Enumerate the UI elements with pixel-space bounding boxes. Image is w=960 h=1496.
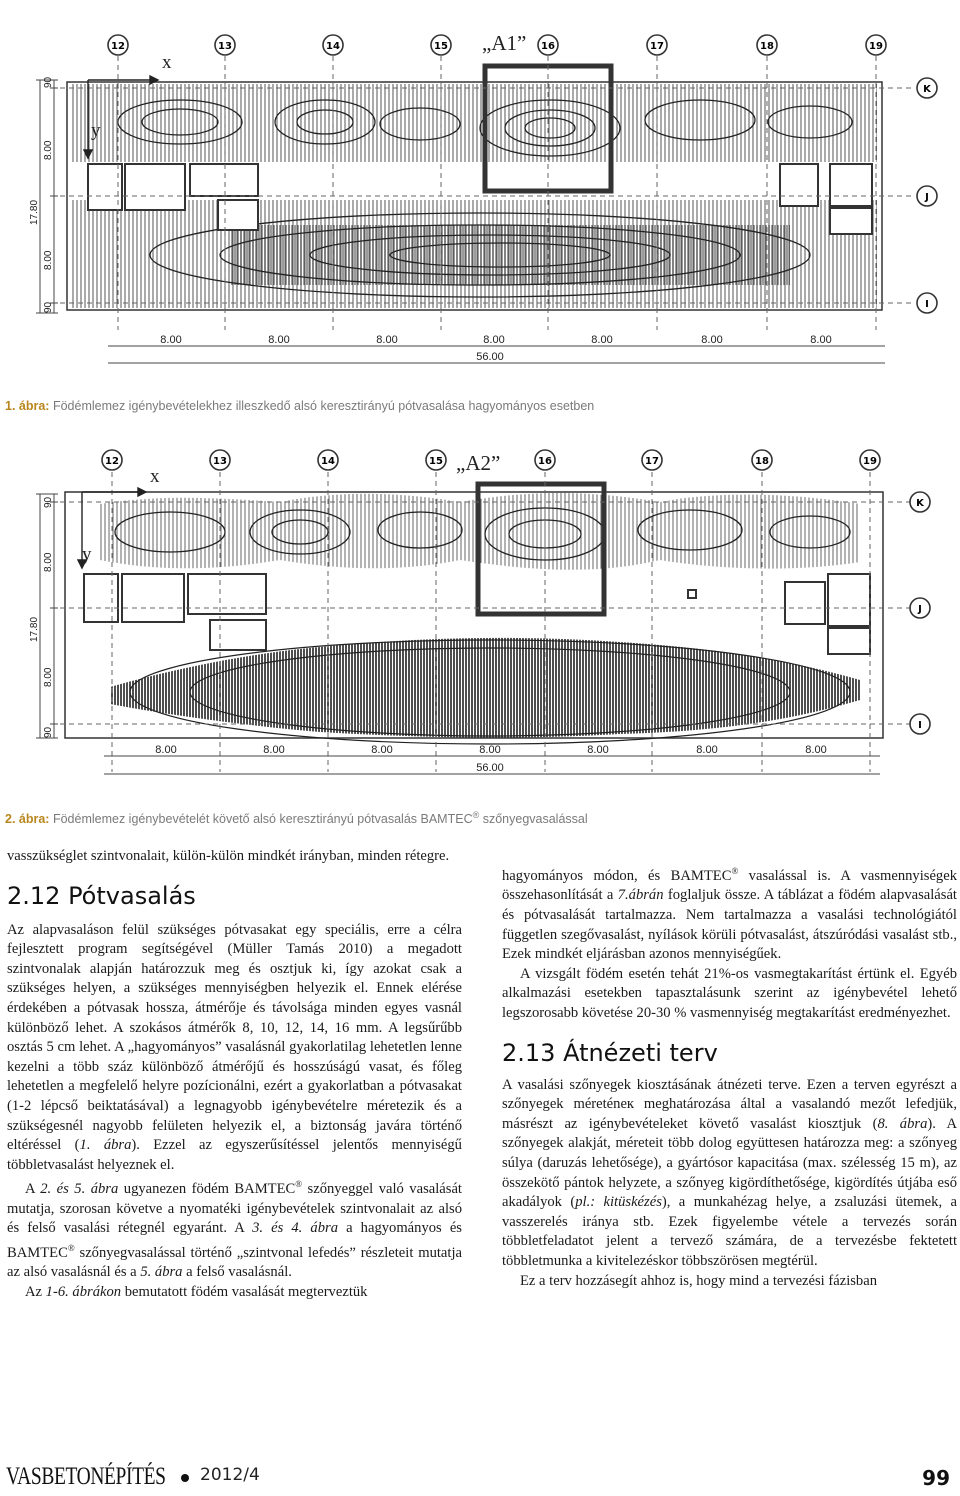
text: A vasalási szőnyegek kiosztásának átnézeti terve. Ezen a terven egyrészt a szőnyegek méreténeк meghatározása által a vasalandó mezőt lefedjük, másrészt az igénybevételeket követő vasalást kiosztjuk ( <box>502 1076 957 1132</box>
grid-number: 12 <box>111 41 125 52</box>
grid-number: 19 <box>863 456 877 467</box>
grid-number: 13 <box>218 41 232 52</box>
journal-name: VASBETONÉPÍTÉS <box>6 1463 166 1490</box>
registered-mark: ® <box>731 866 739 876</box>
dim-bottom: 8.00 <box>701 334 723 346</box>
registered-mark: ® <box>295 1179 303 1190</box>
text: szőnyegvasalással történő „szintvonal lefedés” részleteit mutatja az alsó vasalásnál és a <box>7 1244 462 1281</box>
floor-plan-drawing-2 <box>0 442 960 804</box>
text: bemutatott födém vasalását megterveztük <box>121 1284 368 1300</box>
grid-number: 17 <box>645 456 659 467</box>
dim-bottom: 8.00 <box>483 334 505 346</box>
dim-total: 56.00 <box>476 762 504 774</box>
grid-number: 14 <box>326 41 340 52</box>
paragraph <box>7 1175 462 1283</box>
grid-number: 14 <box>321 456 335 467</box>
registered-mark: ® <box>67 1242 75 1253</box>
paragraph: A vizsgált födém esetén tehát 21%-os vasmegtakarítást értünk el. Egyéb alkalmazási esetekben tapasztalásunk szerint az igénybevétel lehető legszorosabb követése 20-30 % vasmennyiség megtakarítást eredményezhet. <box>502 965 957 1022</box>
dim-side-1: 8.00 <box>43 140 54 160</box>
figure-1-caption <box>5 399 594 413</box>
paragraph <box>502 862 957 965</box>
row-letter: I <box>918 720 922 731</box>
page-number: 99 <box>922 1466 950 1490</box>
dim-bottom: 8.00 <box>696 744 718 756</box>
figure-ref: 2. és 5. ábra <box>40 1181 119 1198</box>
caption-text: Födémlemez igénybevételét követő alsó keresztirányú pótvasalás BAMTEC <box>52 812 473 827</box>
grid-number: 15 <box>429 456 443 467</box>
bullet-dot <box>181 1474 189 1482</box>
dim-side-1: 8.00 <box>43 552 54 572</box>
text: Az <box>25 1284 46 1300</box>
right-column <box>502 862 957 1291</box>
area-a2-label: „A2” <box>456 451 501 475</box>
paragraph <box>7 921 462 1176</box>
grid-number: 18 <box>755 456 769 467</box>
figure-2 <box>0 442 960 804</box>
row-letter: J <box>925 192 929 203</box>
paragraph <box>502 1076 957 1272</box>
section-heading-2-12: 2.12 Pótvasalás <box>7 881 196 910</box>
dim-bottom: 8.00 <box>155 744 177 756</box>
dim-side-top: 90 <box>43 76 54 88</box>
row-letter: K <box>923 84 931 95</box>
dim-side-bottom: 90 <box>43 301 54 313</box>
dim-bottom: 8.00 <box>263 744 285 756</box>
issue-number: 2012/4 <box>200 1465 260 1485</box>
text: foglaljuk össze. A táblázat a födém alapvasalását és pótvasalását tartalmazza. Nem tartalmazza a vasalási technológiától független szegővasalást, nyílások körüli pótvasalást, átszúródási vasalást stb., Ezek mindkét eljárásban azonos mennyiségűek. <box>502 887 957 963</box>
row-letter: J <box>918 604 922 615</box>
axis-x-label: x <box>150 466 160 487</box>
text: ). Ezzel az egyszerűsítéssel jelentős mennyiségű többletvasalást helyeznek el. <box>7 1137 462 1173</box>
text: ). A szőnyegek alakját, méreteit több dolog együttesen határozza meg: a szőnyeg súlya (daruzás lehetősége), a gyártósor kapacitása (max. szélesség 15 m), az összekötő pántok helyzete, a szőnyeg kigördíthetősége, kigördítés útjába eső akadályok ( <box>502 1115 957 1211</box>
figure-ref: 8. ábra <box>877 1115 928 1132</box>
caption-text-end: szőnyegvasalással <box>479 812 588 827</box>
caption-label: 1. ábra: <box>5 399 50 413</box>
side-dimension-lines <box>36 80 58 313</box>
figure-ref: 5. ábra <box>140 1264 183 1281</box>
grid-number: 18 <box>760 41 774 52</box>
axis-y-label: y <box>82 544 92 565</box>
grid-number: 13 <box>213 456 227 467</box>
dim-bottom: 8.00 <box>268 334 290 346</box>
figure-1 <box>0 0 960 395</box>
registered-mark: ® <box>472 810 480 820</box>
paragraph <box>7 1283 462 1303</box>
dim-bottom: 8.00 <box>810 334 832 346</box>
figure-ref: 7.ábrán <box>617 887 664 904</box>
grid-number: 19 <box>869 41 883 52</box>
side-dimension-lines <box>36 494 58 738</box>
section-heading-2-13: 2.13 Átnézeti terv <box>502 1038 718 1067</box>
left-column <box>7 847 462 1303</box>
rebar-dense-zone <box>230 225 790 285</box>
axis-y-label: y <box>91 120 101 141</box>
grid-number: 17 <box>650 41 664 52</box>
dim-bottom: 8.00 <box>805 744 827 756</box>
dim-bottom: 8.00 <box>587 744 609 756</box>
text: vasalással is. A vasmennyiségek összehasonlítását a <box>502 867 958 904</box>
area-a1-label: „A1” <box>482 31 527 55</box>
dim-bottom: 8.00 <box>591 334 613 346</box>
text: hagyományos módon, és BAMTEC <box>502 867 732 884</box>
figure-ref: 1-6. ábrákon <box>45 1284 122 1300</box>
text: a felső vasalásnál. <box>182 1264 292 1281</box>
intro-paragraph: vasszükséglet szintvonalait, külön-külön mindkét irányban, minden rétegre. <box>7 848 450 864</box>
figure-ref: 1. ábra <box>79 1137 132 1154</box>
dim-side-total: 17.80 <box>29 616 40 642</box>
dim-side-bottom: 90 <box>43 726 54 738</box>
rebar-mat-bottom <box>110 638 860 738</box>
figure-ref: 3. és 4. ábra <box>252 1220 338 1237</box>
text: ), a munkahézag helye, a zsaluzási ütemek, a vasszerelés iránya stb. Ezek figyelembe vétele a tervezés során többletfeladatot jelent a tervező számára, de a tervezésbe fektetett többletmunka a kivitelezéskor többszörösen megtérül. <box>502 1194 957 1269</box>
rebar-band-top <box>72 84 877 162</box>
row-letter: I <box>925 299 929 310</box>
side-dimension-texts <box>29 496 54 738</box>
example-ref: pl.: kitüskézés <box>575 1194 662 1211</box>
figure-2-caption <box>5 810 588 826</box>
dim-side-total: 17.80 <box>29 199 40 225</box>
floor-plan-drawing-1 <box>0 0 960 395</box>
caption-text: Födémlemez igénybevételekhez illeszkedő alsó keresztirányú pótvasalása hagyományos esetben <box>52 399 595 413</box>
axis-x-label: x <box>162 52 172 73</box>
side-dimension-texts <box>29 76 54 313</box>
paragraph: Ez a terv hozzásegít ahhoz is, hogy mind a tervezési fázisban <box>520 1272 877 1289</box>
page-footer <box>6 1463 956 1493</box>
text: a hagyományos és BAMTEC <box>7 1220 462 1261</box>
grid-number: 15 <box>434 41 448 52</box>
grid-number: 16 <box>541 41 555 52</box>
bottom-dimension-texts <box>160 334 831 363</box>
dim-side-2: 8.00 <box>43 667 54 687</box>
text: Az alapvasaláson felül szükséges pótvasakat egy speciális, erre a célra fejlesztett program segítségével (Müller Tamás 2010) a megadott szintvonalak alapján határozzuk meg és osztjuk ki, így azokat csak a szükséges helyen, a szükséges mennyiségben helyezik el. Ennek elérése érdekében a pótvasak hossza, átmérője és távolsága minden egyes vasnál különböző lehet. A szokásos átmérők 8, 10, 12, 14, 16 mm. A legsűrűbb osztás 5 cm lehet. A „hagyományos” vasalásnál gyakorlatilag lehetetlen lenne kezelni a több száz különböző átmérőjű és hosszúságú vasat, és főleg lehetetlen a megfelelő helyre pozícionálni, ezért a gyakorlatban a pótvasakat (1-2 lépcső beiktatásával) a legnagyobb igénybevételre méretezik és a szükségesnél nagyobb felületen helyezik el, a biztonság javára történő eltéréssel ( <box>7 921 462 1154</box>
dim-bottom: 8.00 <box>371 744 393 756</box>
text: A <box>25 1181 41 1198</box>
dim-side-2: 8.00 <box>43 250 54 270</box>
dim-bottom: 8.00 <box>479 744 501 756</box>
text: szőnyeggel való vasalását mutatja, szorosan követve a nyomatéki igénybevételek szintvonalait az alsó és felső vasalási rétegnél egyaránt. A <box>7 1181 462 1237</box>
grid-number: 16 <box>538 456 552 467</box>
bottom-dimension-texts <box>155 744 826 774</box>
dim-bottom: 8.00 <box>376 334 398 346</box>
dim-total: 56.00 <box>476 351 504 363</box>
grid-number: 12 <box>105 456 119 467</box>
dim-side-top: 90 <box>43 496 54 508</box>
text: ugyanezen födém BAMTEC <box>118 1181 296 1198</box>
row-letter: K <box>916 498 924 509</box>
caption-label: 2. ábra: <box>5 812 50 827</box>
dim-bottom: 8.00 <box>160 334 182 346</box>
